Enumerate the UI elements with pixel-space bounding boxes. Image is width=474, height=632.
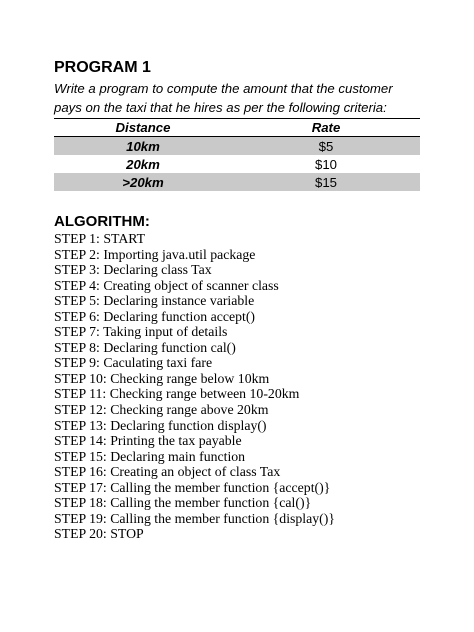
cell-distance: 20km xyxy=(126,156,160,172)
algorithm-step: STEP 8: Declaring function cal() xyxy=(54,339,236,355)
algorithm-title: ALGORITHM: xyxy=(54,213,150,230)
header-rate: Rate xyxy=(232,119,420,137)
algorithm-step: STEP 3: Declaring class Tax xyxy=(54,262,212,278)
algorithm-step: STEP 2: Importing java.util package xyxy=(54,246,256,262)
criteria-table xyxy=(54,118,420,191)
algorithm-step: STEP 13: Declaring function display() xyxy=(54,417,267,433)
algorithm-step: STEP 9: Caculating taxi fare xyxy=(54,355,213,371)
program-description-line-1: Write a program to compute the amount that the customer xyxy=(54,81,393,96)
cell-distance: 10km xyxy=(54,137,232,156)
algorithm-step: STEP 15: Declaring main function xyxy=(54,448,246,464)
algorithm-step: STEP 5: Declaring instance variable xyxy=(54,293,255,309)
algorithm-step: STEP 12: Checking range above 20km xyxy=(54,402,269,418)
document-page xyxy=(54,58,420,542)
algorithm-steps-list xyxy=(54,231,420,542)
table-row xyxy=(54,137,420,156)
algorithm-step: STEP 7: Taking input of details xyxy=(54,324,228,340)
algorithm-step: STEP 6: Declaring function accept() xyxy=(54,308,256,324)
program-title: PROGRAM 1 xyxy=(54,59,151,76)
header-distance: Distance xyxy=(54,119,232,137)
cell-rate: $5 xyxy=(232,137,420,156)
algorithm-step: STEP 19: Calling the member function {display()} xyxy=(54,510,335,526)
algorithm-step: STEP 1: START xyxy=(54,231,146,246)
cell-distance: >20km xyxy=(54,173,232,191)
algorithm-step: STEP 20: STOP xyxy=(54,526,144,542)
algorithm-step: STEP 17: Calling the member function {accept()} xyxy=(54,479,331,495)
table-header-row xyxy=(54,119,420,137)
cell-rate: $10 xyxy=(314,156,337,172)
algorithm-step: STEP 14: Printing the tax payable xyxy=(54,433,242,449)
algorithm-step: STEP 18: Calling the member function {cal()} xyxy=(54,495,312,511)
table-row xyxy=(54,155,420,173)
algorithm-step: STEP 11: Checking range between 10-20km xyxy=(54,386,300,402)
algorithm-step: STEP 10: Checking range below 10km xyxy=(54,370,270,386)
table-row xyxy=(54,173,420,191)
algorithm-step: STEP 4: Creating object of scanner class xyxy=(54,277,279,293)
algorithm-step: STEP 16: Creating an object of class Tax xyxy=(54,464,281,480)
cell-rate: $15 xyxy=(232,173,420,191)
program-description-line-2: pays on the taxi that he hires as per the following criteria: xyxy=(54,99,387,115)
